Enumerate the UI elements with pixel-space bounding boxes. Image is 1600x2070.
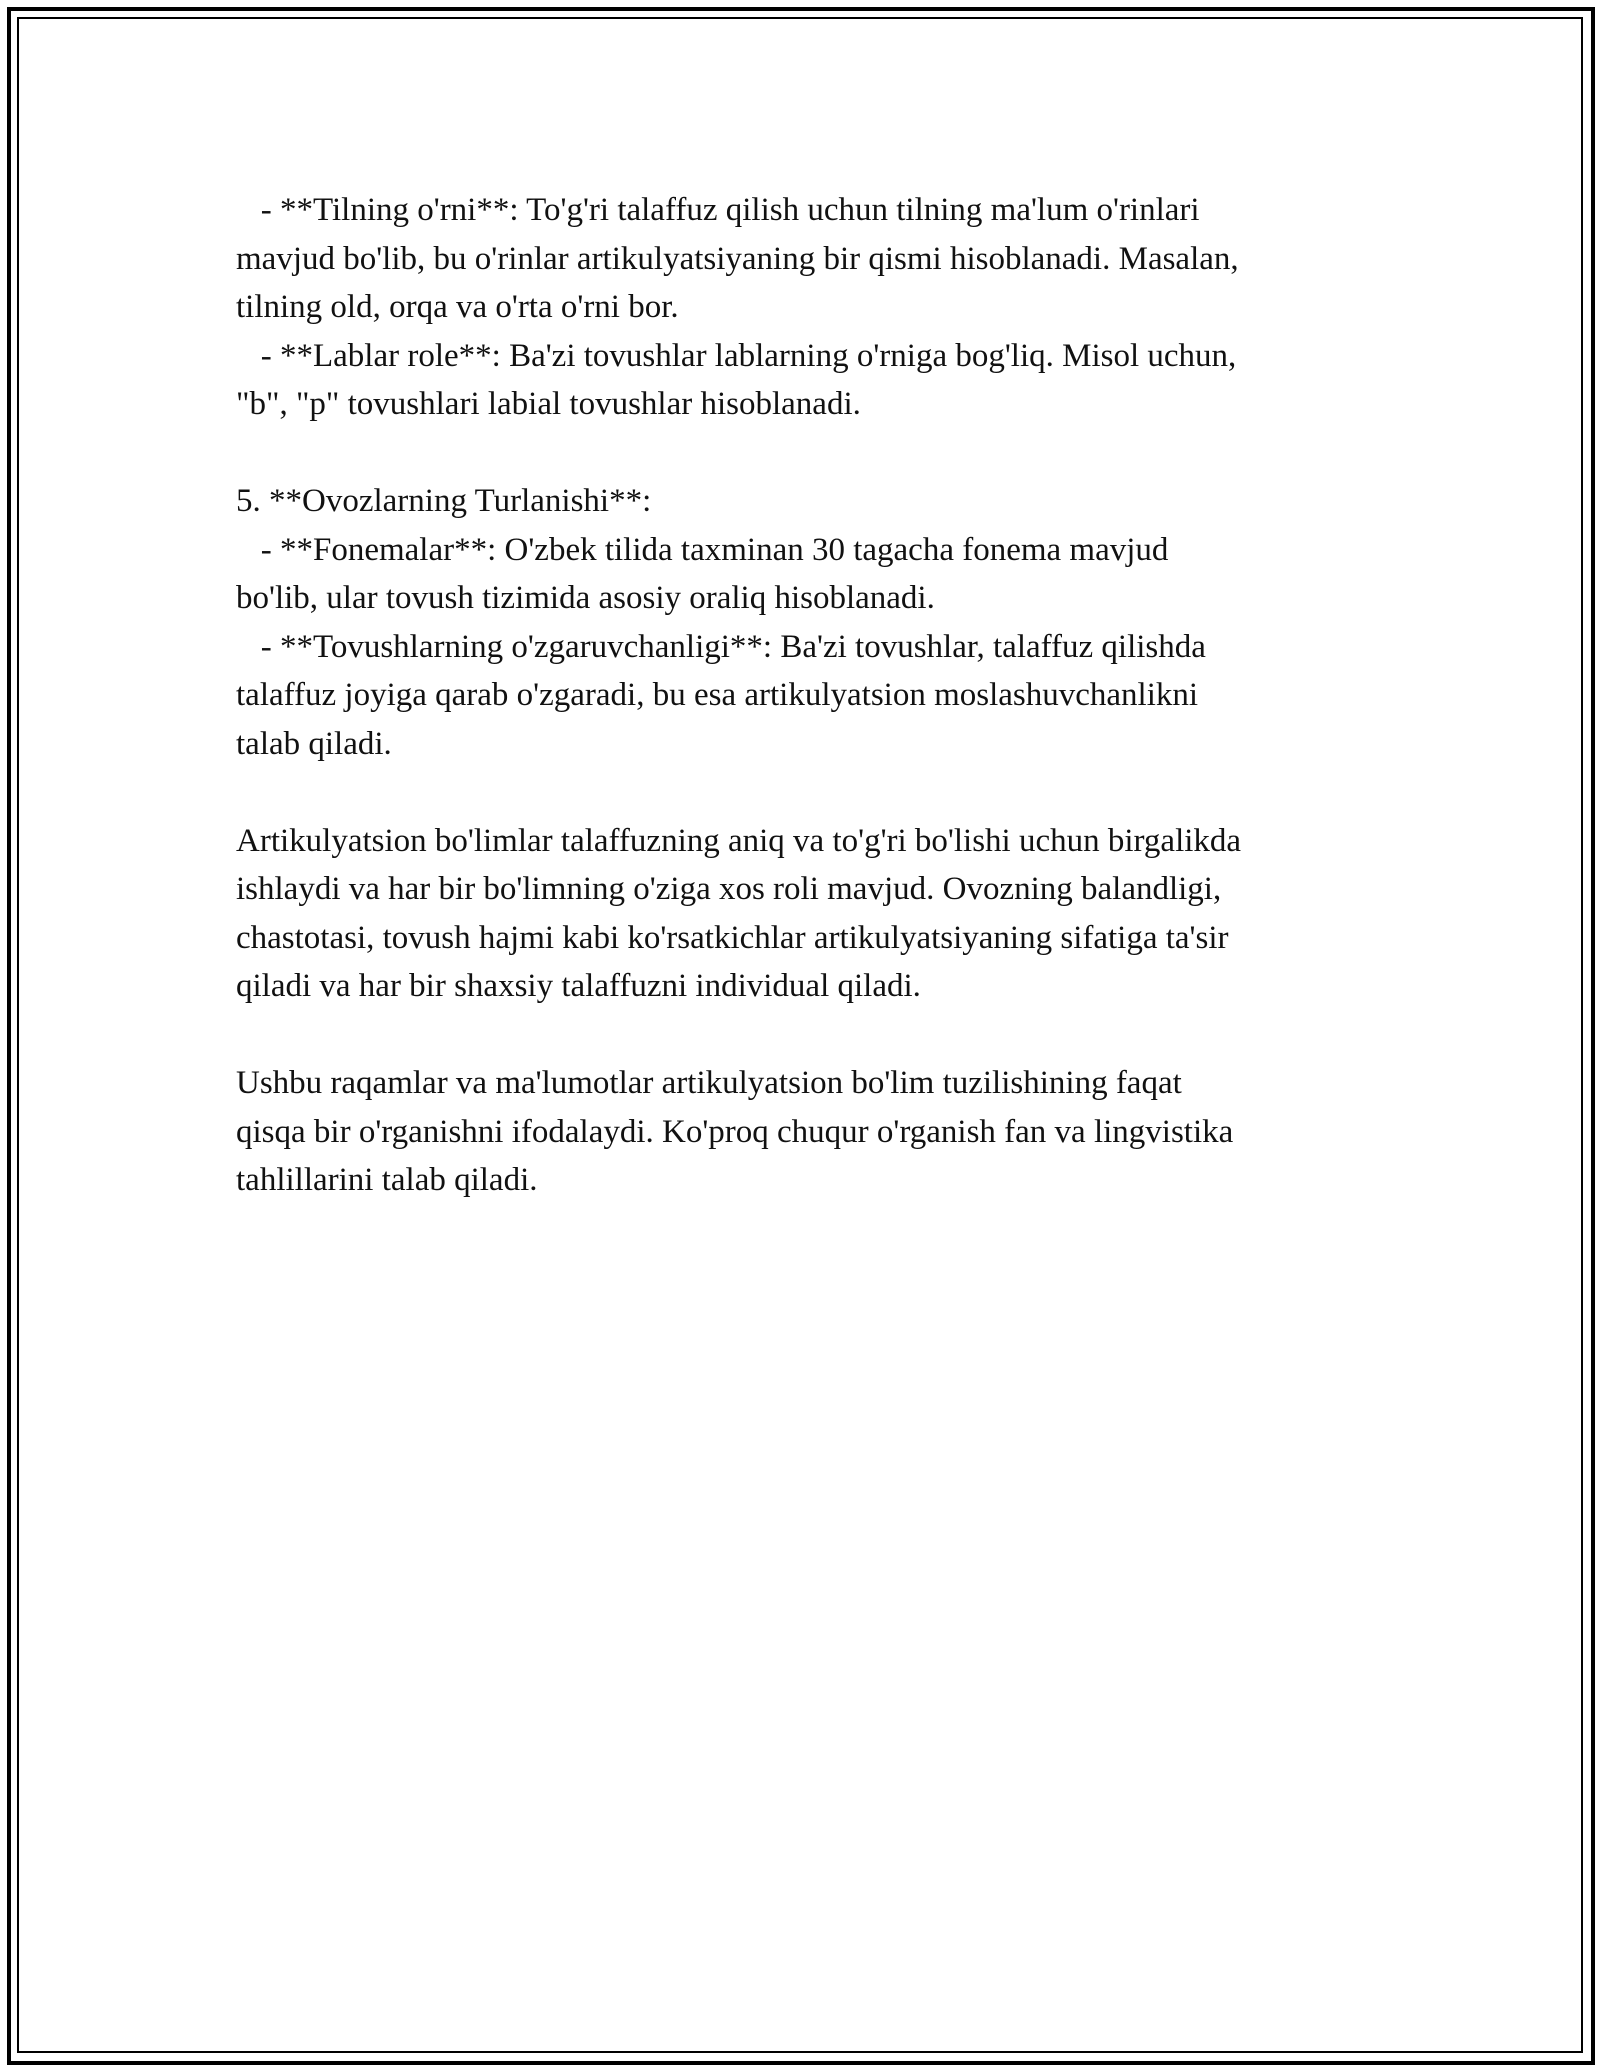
text-line: tilning old, orqa va o'rta o'rni bor.: [236, 289, 679, 325]
text-line: - **Tilning o'rni**: To'g'ri talaffuz qilish uchun tilning ma'lum o'rinlari: [236, 192, 1200, 228]
text-line: - **Fonemalar**: O'zbek tilida taxminan 30 tagacha fonema mavjud: [236, 531, 1169, 568]
text-line: - **Lablar role**: Ba'zi tovushlar lablarning o'rniga bog'liq. Misol uchun,: [236, 337, 1237, 374]
text-line: qiladi va har bir shaxsiy talaffuzni individual qiladi.: [236, 968, 921, 1004]
text-line: Ushbu raqamlar va ma'lumotlar artikulyatsion bo'lim tuzilishining faqat: [236, 1065, 1182, 1101]
text-line: qisqa bir o'rganishni ifodalaydi. Ko'proq chuqur o'rganish fan va lingvistika: [236, 1113, 1234, 1150]
section-heading: 5. **Ovozlarning Turlanishi**:: [236, 483, 652, 519]
text-line: talab qiladi.: [236, 725, 392, 762]
text-line: Artikulyatsion bo'limlar talaffuzning aniq va to'g'ri bo'lishi uchun birgalikda: [236, 822, 1242, 859]
text-line: chastotasi, tovush hajmi kabi ko'rsatkichlar artikulyatsiyaning sifatiga ta'sir: [236, 919, 1229, 956]
paragraph-gap: [236, 768, 1376, 817]
text-line: ishlaydi va har bir bo'limning o'ziga xos roli mavjud. Ovozning balandligi,: [236, 871, 1222, 907]
text-line: - **Tovushlarning o'zgaruvchanligi**: Ba'zi tovushlar, talaffuz qilishda: [236, 628, 1206, 665]
text-line: bo'lib, ular tovush tizimida asosiy oraliq hisoblanadi.: [236, 580, 935, 616]
paragraph-gap: [236, 429, 1376, 478]
paragraph-gap: [236, 1011, 1376, 1060]
text-line: tahlillarini talab qiladi.: [236, 1162, 538, 1198]
document-body: [236, 186, 1376, 1205]
text-line: mavjud bo'lib, bu o'rinlar artikulyatsiyaning bir qismi hisoblanadi. Masalan,: [236, 240, 1239, 277]
text-line: "b", "p" tovushlari labial tovushlar hisoblanadi.: [236, 386, 861, 422]
text-line: talaffuz joyiga qarab o'zgaradi, bu esa artikulyatsion moslashuvchanlikni: [236, 677, 1199, 713]
